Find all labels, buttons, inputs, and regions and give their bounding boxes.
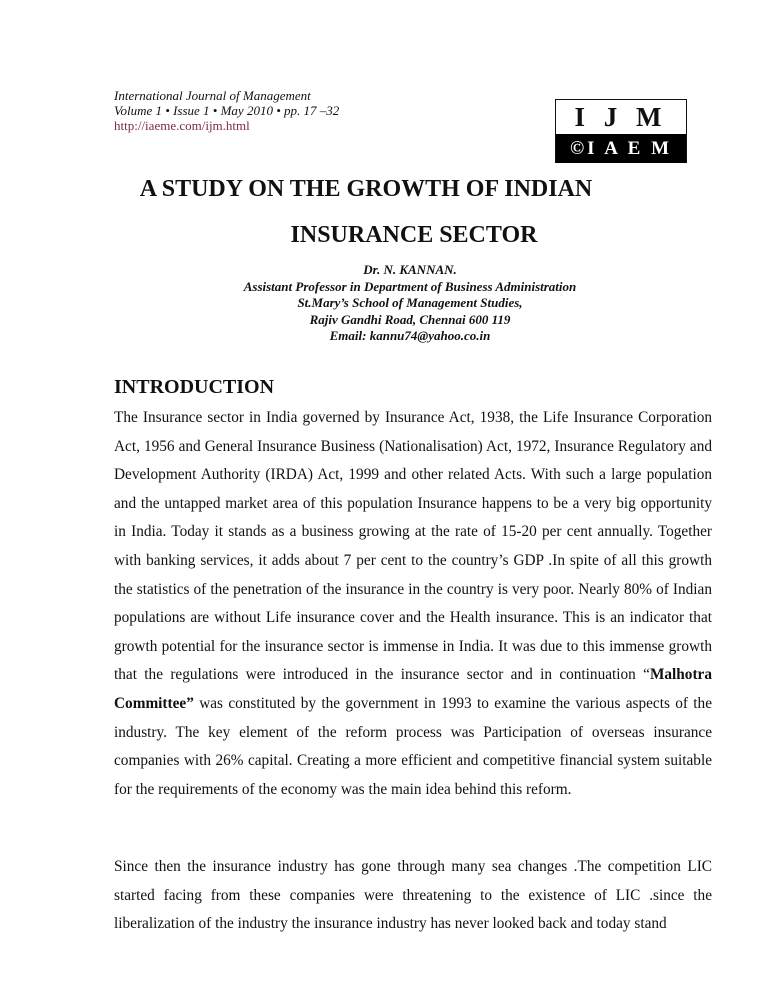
journal-url-link[interactable]: http://iaeme.com/ijm.html — [114, 118, 250, 133]
intro-p1-bold: Malhotra Committee” — [114, 666, 712, 712]
author-block — [0, 262, 768, 345]
author-address: Rajiv Gandhi Road, Chennai 600 119 — [309, 311, 511, 327]
author-email: Email: kannu74@yahoo.co.in — [329, 328, 491, 344]
ijm-logo — [555, 99, 687, 163]
section-heading-introduction: INTRODUCTION — [114, 376, 275, 398]
paper-title-line1: A STUDY ON THE GROWTH OF INDIAN — [139, 176, 593, 202]
author-name: Dr. N. KANNAN. — [363, 262, 457, 277]
author-designation: Assistant Professor in Department of Business Administration — [243, 278, 577, 294]
author-institution: St.Mary’s School of Management Studies, — [297, 295, 523, 311]
journal-name: International Journal of Management — [114, 88, 311, 103]
intro-paragraph-1 — [114, 404, 712, 804]
paper-title-line2: INSURANCE SECTOR — [290, 222, 538, 248]
issue-line: Volume 1 • Issue 1 • May 2010 • pp. 17 –32 — [114, 103, 340, 118]
logo-title: I J M — [574, 102, 668, 132]
intro-p1-text-a: The Insurance sector in India governed by Insurance Act, 1938, the Life Insurance Corporation Act, 1956 and General Insurance Business (Nationalisation) Act, 1972, Insurance Regulatory and Development Authority (IRDA) Act, 1999 and other related Acts. With such a large population and the untapped market area of this population Insurance happens to be a very big opportunity in India. Today it stands as a business growing at the rate of 15-20 per cent annually. Together with banking services, it adds about 7 per cent to the country’s GDP .In spite of all this growth the statistics of the penetration of the insurance in the country is very poor. Nearly 80% of Indian populations are without Life insurance cover and the Health insurance. This is an indicator that growth potential for the insurance sector is immense in India. It was due to this immense growth that the regulations were introduced in the insurance sector and in continuation “ — [114, 409, 712, 684]
intro-paragraph-2: Since then the insurance industry has gone through many sea changes .The competition LIC started facing from these companies were threatening to the existence of LIC .since the liberalization of the industry the insurance industry has never looked back and today stand — [114, 858, 712, 933]
journal-header — [114, 88, 414, 133]
logo-publisher: ©I A E M — [556, 134, 686, 163]
intro-p1-text-b: was constituted by the government in 1993 to examine the various aspects of the industry. The key element of the reform process was Participation of overseas insurance companies with 26% capital. Creating a more efficient and competitive financial system suitable for the requirements of the economy was the main idea behind this reform. — [114, 694, 712, 798]
